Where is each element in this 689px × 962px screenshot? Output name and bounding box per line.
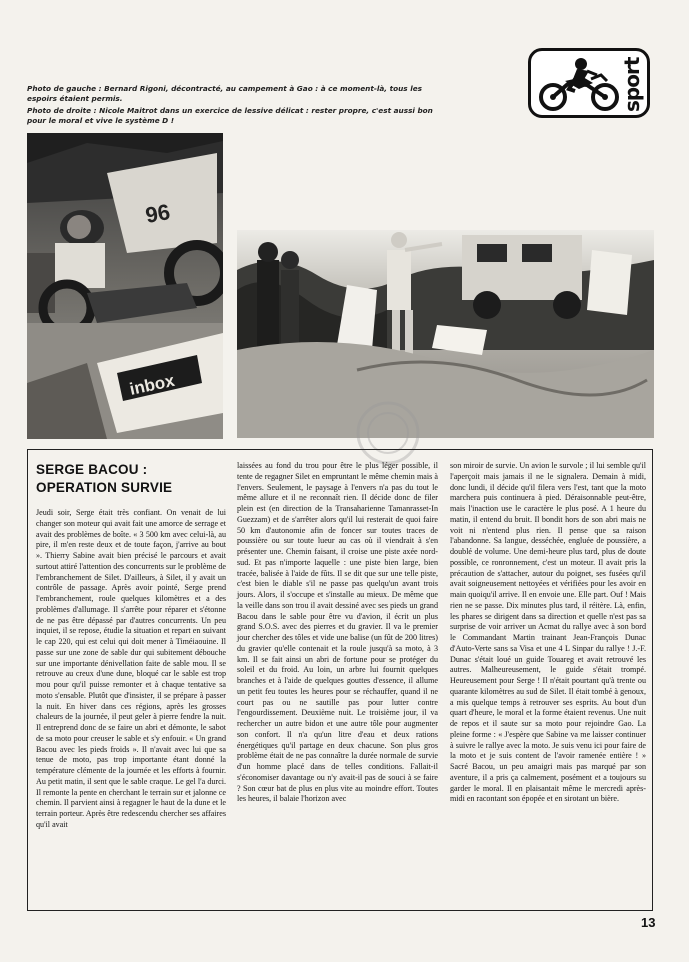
photo-right-laundry [237, 230, 654, 438]
article-title-line1: SERGE BACOU : [36, 462, 148, 477]
caption-left: Photo de gauche : Bernard Rigoni, décontracté, au campement à Gao : à ce moment-là, tous les espoirs étaient permis. [27, 84, 422, 103]
svg-text:inbox: inbox [127, 370, 177, 399]
photo-captions [27, 84, 447, 128]
article-title-line2: OPERATION SURVIE [36, 480, 173, 495]
article-column-1-text: Jeudi soir, Serge était très confiant. On venait de lui changer son moteur qui avait fait une amorce de serrage et avait des problèmes de boîte. « 3 500 km avec celui-là, au pire, il m'en reste deux et de toute façon, j'arrive au bout ». Thierry Sabine avait bien précisé le parcours et avait surtout attiré l'attention des concurrents sur le problème de l'embranchement de Silet. D'ailleurs, à Silet, il y avait un contrôle de passage. Après avoir pointé, Serge prend l'embranchement, roule quelques kilomètres et a des problèmes d'allumage. Il s'arrête pour réparer et s'étonne de ne pas être dépassé par d'autres concurrents. Un peu inquiet, il se repose, étudie la situation et repart en suivant le cap 220, qui est celui qui doit mener à Timéiaouine. Il passe sur une zone de sable dur qui subitement débouche sur une importante dénivellation faite de sable mou. Il se retrouve au creux d'une dune, bloqué car le sable est trop mou pour qu'il puisse remonter et à chaque tentative sa moto s'ensable. Plutôt que d'insister, il se prépare à passer la nuit. En hiver dans ces régions, après les grosses chaleurs de la journée, il peut geler à pierre fendre la nuit. Il entreprend donc de se faire un abri et démonte, le sabot de sa moto pour creuser le sable et s'y enfouir. « Un grand Bacou avec les pieds froids ». Il n'avait avec lui que sa tenue de moto, pas trop importante étant donné la température clémente de la journée et les efforts à fournir. Au petit matin, il sent que le sable craque. Le gel l'a durci. Il remonte la pente en cherchant le terrain sur et jalonne ce chemin. Il parvient ainsi à regagner le haut de la dune et le terrain porteur. Après être redescendu chercher ses affaires qu'il avait [36, 508, 226, 829]
caption-right: Photo de droite : Nicole Maitrot dans un exercice de lessive délicat : rester propre, c'est aussi bon pour le moral et vive le système D ! [27, 106, 433, 125]
article-column-2 [237, 461, 438, 805]
article-column-2-text: laissées au fond du trou pour être le plus léger possible, il tente de regagner Silet en empruntant le même chemin mais à l'envers. Seulement, le paysage à l'envers n'a pas du tout le même allure et il ne reconnaît rien. Il décide donc de filer plein est (en direction de la Transaharienne Tamanrasset-In Guezzam) et de s'arrêter alors qu'il lui resterait de quoi faire 50 km d'autonomie afin de foncer sur toutes traces de poussière ou sur toute lueur au cas où il viendrait à s'en présenter une. Chemin faisant, il croise une piste axée nord-sud. Et pas n'importe laquelle : une piste bien large, bien tracée, balisée à l'aide de fûts. Il se dit que sur une telle piste, c'est bien le diable s'il ne passe pas quelqu'un avant trois jours. Alors, il s'occupe et s'installe au mieux. De même que la veille dans son trou il avait dessiné avec ses pieds un grand Bacou dans le sable pour être vu d'avion, il écrit un plus grand S.O.S. avec des pierres et du gravier. Il va le premier jour chercher des tôles et vide une balise (un fût de 200 litres) du gravier qu'elle contenait et la roule jusqu'à sa moto, à 3 km. Il se fait ainsi un abri de fortune pour se protéger du soleil et du froid. Au loin, un arbre lui fournit quelques branches et à l'aide de quelques gouttes d'essence, il allume un petit feu toutes les heures pour se réchauffer, quand il ne court pas ou ne sautille pas pour lutter contre l'engourdissement. Deuxième nuit. Le troisième jour, il va rechercher un autre bidon et une autre tôle pour augmenter son confort. Il n'a qu'un litre d'eau et deux rations énergétiques qu'il partage en deux chacune. Son plus gros problème était de ne pas connaître la durée normale de survie d'un homme placé dans de telles conditions. Fallait-il s'économiser davantage ou n'y avait-il pas de souci à se faire ? Son cœur bat de plus en plus vite au moindre effort. Toutes les heures, il balaie l'horizon avec [237, 461, 438, 804]
motorcycle-rider-icon [535, 57, 627, 113]
photo-left-camp [27, 133, 223, 439]
svg-text:96: 96 [143, 199, 172, 228]
sport-logo-word: sport [620, 57, 644, 113]
article-title [36, 461, 226, 497]
article-column-3 [450, 461, 646, 805]
sport-logo [528, 48, 650, 118]
page-number: 13 [641, 915, 656, 930]
article-column-3-text: son miroir de survie. Un avion le survole ; il lui semble qu'il l'aperçoit mais jamais il ne le signalera. Demain à midi, donc lundi, il décide qu'il filera vers l'est, tant que la moto marchera puis continuera à pied. Déraisonnable peut-être, mais l'inaction use le caractère le plus posé. A 1 heure du matin, il entend du bruit. Il bondit hors de son abri mais ne voit ni n'entend plus rien. Il pense que sa raison l'abandonne. Sa langue, desséchée, engluée de poussière, a doublé de volume. Une demi-heure plus tard, plus de doute possible, ce ronronnement, c'est un moteur. Il avait pris la précaution de s'attacher, autour du poignet, ses fusées qu'il avait soigneusement nettoyées et vérifiées pour les avoir en main quoiqu'il arrive. Il en envoie une. Elle part. Ouf ! Mais rien ne se passe. Dix minutes plus tard, il réitère. Là, enfin, les phares se dirigent dans sa direction et quelle n'est pas sa surprise de voir arriver un Acmat du rallye avec à son bord le Commandant Martin trainant Jean-François Dunac d'Auto-Verte sans sa Visa et une 4 L Sinpar du rallye ! J.-F. Dunac s'était loué un guide Touareg et avait retrouvé les autres. Malheureusement, le guide s'était trompé. Heureusement pour Serge ! Il n'était pourtant qu'à trente ou quarante kilomètres au sud de Silet. Il était tombé à genoux, a mis quelque temps à retrouver ses esprits. Au bout d'un quart d'heure, le moral et la forme étaient revenus. Une nuit de repos et il saute sur sa moto pour rejoindre Gao. La pleine forme : « J'espère que Sabine va me laisser continuer à suivre le rallye avec la moto. Je suis venu ici pour faire de la moto et je suis content de l'avoir ramenée entière ! » Sacré Bacou, un peu amaigri mais pas marqué par son aventure, il a pris ça calmement, posément et a toujours su garder le moral. Il en plaisantait même le mercredi après-midi en racontant son épopée et en sirotant un bière. [450, 461, 646, 804]
article-column-1 [36, 508, 226, 831]
